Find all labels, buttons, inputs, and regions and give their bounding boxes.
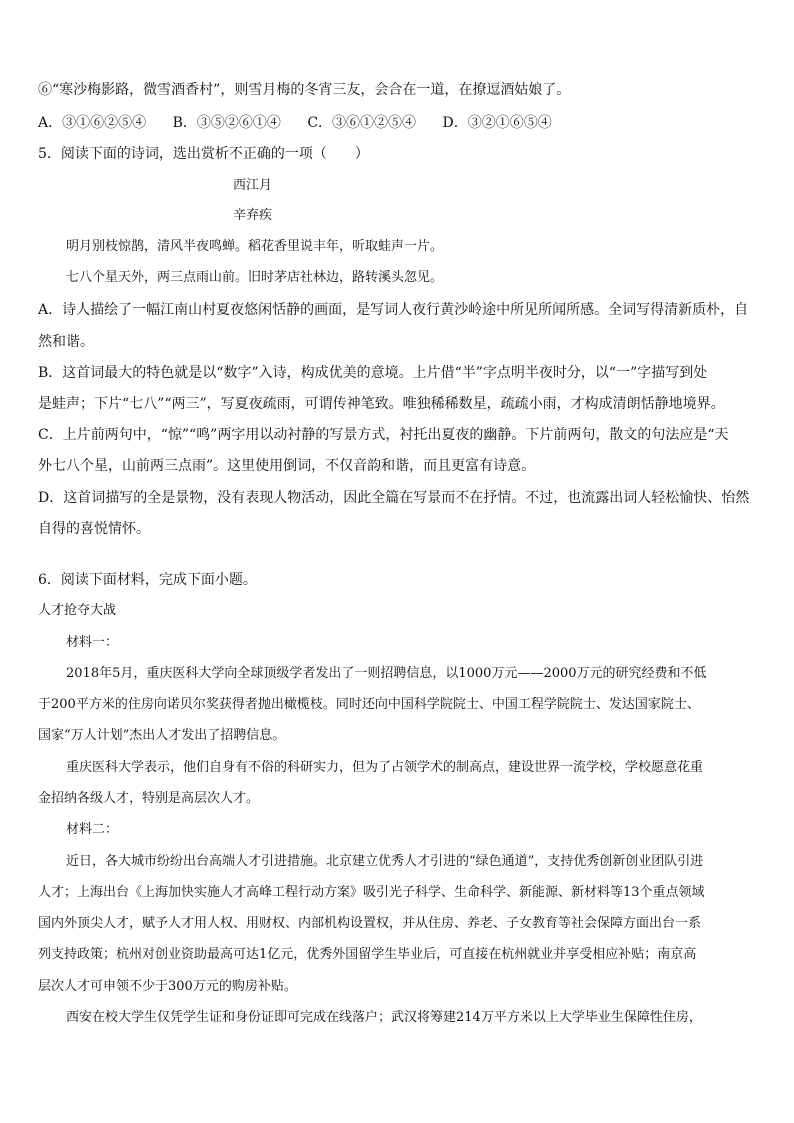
poem-line-2: 七八个星天外，两三点雨山前。旧时茅店社林边，路转溪头忽见。 <box>66 270 444 285</box>
q5-stem: 5．阅读下面的诗词，选出赏析不正确的一项（ ） <box>38 146 369 162</box>
q5-option-a-line-2: 然和谐。 <box>38 334 94 350</box>
material-2-label: 材料二： <box>66 822 119 837</box>
q5-option-c-line-1[interactable]: C．上片前两句中，“惊”“鸣”两字用以动衬静的写景方式，衬托出夏夜的幽静。下片前两句，散文的句法应是“天 <box>38 427 729 443</box>
material-1-label: 材料一： <box>66 635 119 650</box>
material-1-p1-line-2: 于200平方米的住房向诺贝尔奖获得者抛出橄榄枝。同时还向中国科学院院士、中国工程学院院士、发达国家院士、 <box>38 697 700 712</box>
article-title: 人才抢夺大战 <box>38 603 117 618</box>
q5-option-d-line-1[interactable]: D．这首词描写的全是景物，没有表现人物活动，因此全篇在写景而不在抒情。不过，也流露出词人轻松愉快、怡然 <box>38 490 750 506</box>
material-2-p1-line-4: 列支持政策；杭州对创业资助最高可达1亿元，优秀外国留学生毕业后，可直接在杭州就业并享受相应补贴；南京高 <box>38 947 697 962</box>
q5-option-c-line-2: 外七八个星，山前两三点雨”。这里使用倒词，不仅音韵和谐，而且更富有诗意。 <box>38 458 536 474</box>
q4-option-c[interactable]: C．③⑥①②⑤④ <box>307 115 417 131</box>
q5-option-a-line-1[interactable]: A．诗人描绘了一幅江南山村夏夜悠闲恬静的画面，是写词人夜行黄沙岭途中所见所闻所感。全词写得清新质朴，自 <box>38 302 749 318</box>
material-2-p1-line-5: 层次人才可申领不少于300万元的购房补贴。 <box>38 979 297 994</box>
q4-item-6: ⑥“寒沙梅影路，微雪酒香村”，则雪月梅的冬宵三友，会合在一道，在撩逗酒姑娘了。 <box>38 82 571 98</box>
material-2-p1-line-2: 人才；上海出台《上海加快实施人才高峰工程行动方案》吸引光子科学、生命科学、新能源、新材料等13个重点领域 <box>38 885 705 900</box>
q4-option-b[interactable]: B．③⑤②⑥①④ <box>172 115 281 131</box>
material-1-p2-line-2: 金招纳各级人才，特别是高层次人才。 <box>38 791 260 806</box>
q5-option-b-line-1[interactable]: B．这首词最大的特色就是以“数字”入诗，构成优美的意境。上片借“半”字点明半夜时分，以“一”字描写到处 <box>38 365 708 381</box>
q6-stem: 6．阅读下面材料，完成下面小题。 <box>38 572 257 588</box>
poem-author: 辛弃疾 <box>233 208 273 223</box>
q5-option-d-line-2: 自得的喜悦情怀。 <box>38 521 150 537</box>
q5-option-b-line-2: 是蛙声；下片“七八”“两三”，写夏夜疏雨，可谓传神笔致。唯独稀稀数星，疏疏小雨，才构成清朗恬静地境界。 <box>38 396 725 412</box>
q4-option-a[interactable]: A．③①⑥②⑤④ <box>38 115 147 131</box>
poem-title: 西江月 <box>233 178 273 193</box>
q4-option-d[interactable]: D．③②①⑥⑤④ <box>442 115 552 131</box>
poem-line-1: 明月别枝惊鹊，清风半夜鸣蝉。稻花香里说丰年，听取蛙声一片。 <box>66 239 444 254</box>
material-2-p2-line-1: 西安在校大学生仅凭学生证和身份证即可完成在线落户；武汉将筹建214万平方米以上大学毕业生保障性住房， <box>66 1010 702 1025</box>
material-2-p1-line-1: 近日，各大城市纷纷出台高端人才引进措施。北京建立优秀人才引进的“绿色通道”，支持优秀创新创业团队引进 <box>66 854 704 869</box>
q4-options <box>38 113 574 133</box>
material-1-p1-line-3: 国家“万人计划”杰出人才发出了招聘信息。 <box>38 728 286 743</box>
material-1-p2-line-1: 重庆医科大学表示，他们自身有不俗的科研实力，但为了占领学术的制高点，建设世界一流学校，学校愿意花重 <box>66 760 704 775</box>
material-2-p1-line-3: 国内外顶尖人才，赋予人才用人权、用财权、内部机构设置权，并从住房、养老、子女教育等社会保障方面出台一系 <box>38 916 702 931</box>
material-1-p1-line-1: 2018年5月，重庆医科大学向全球顶级学者发出了一则招聘信息，以1000万元——2000万元的研究经费和不低 <box>66 666 707 681</box>
